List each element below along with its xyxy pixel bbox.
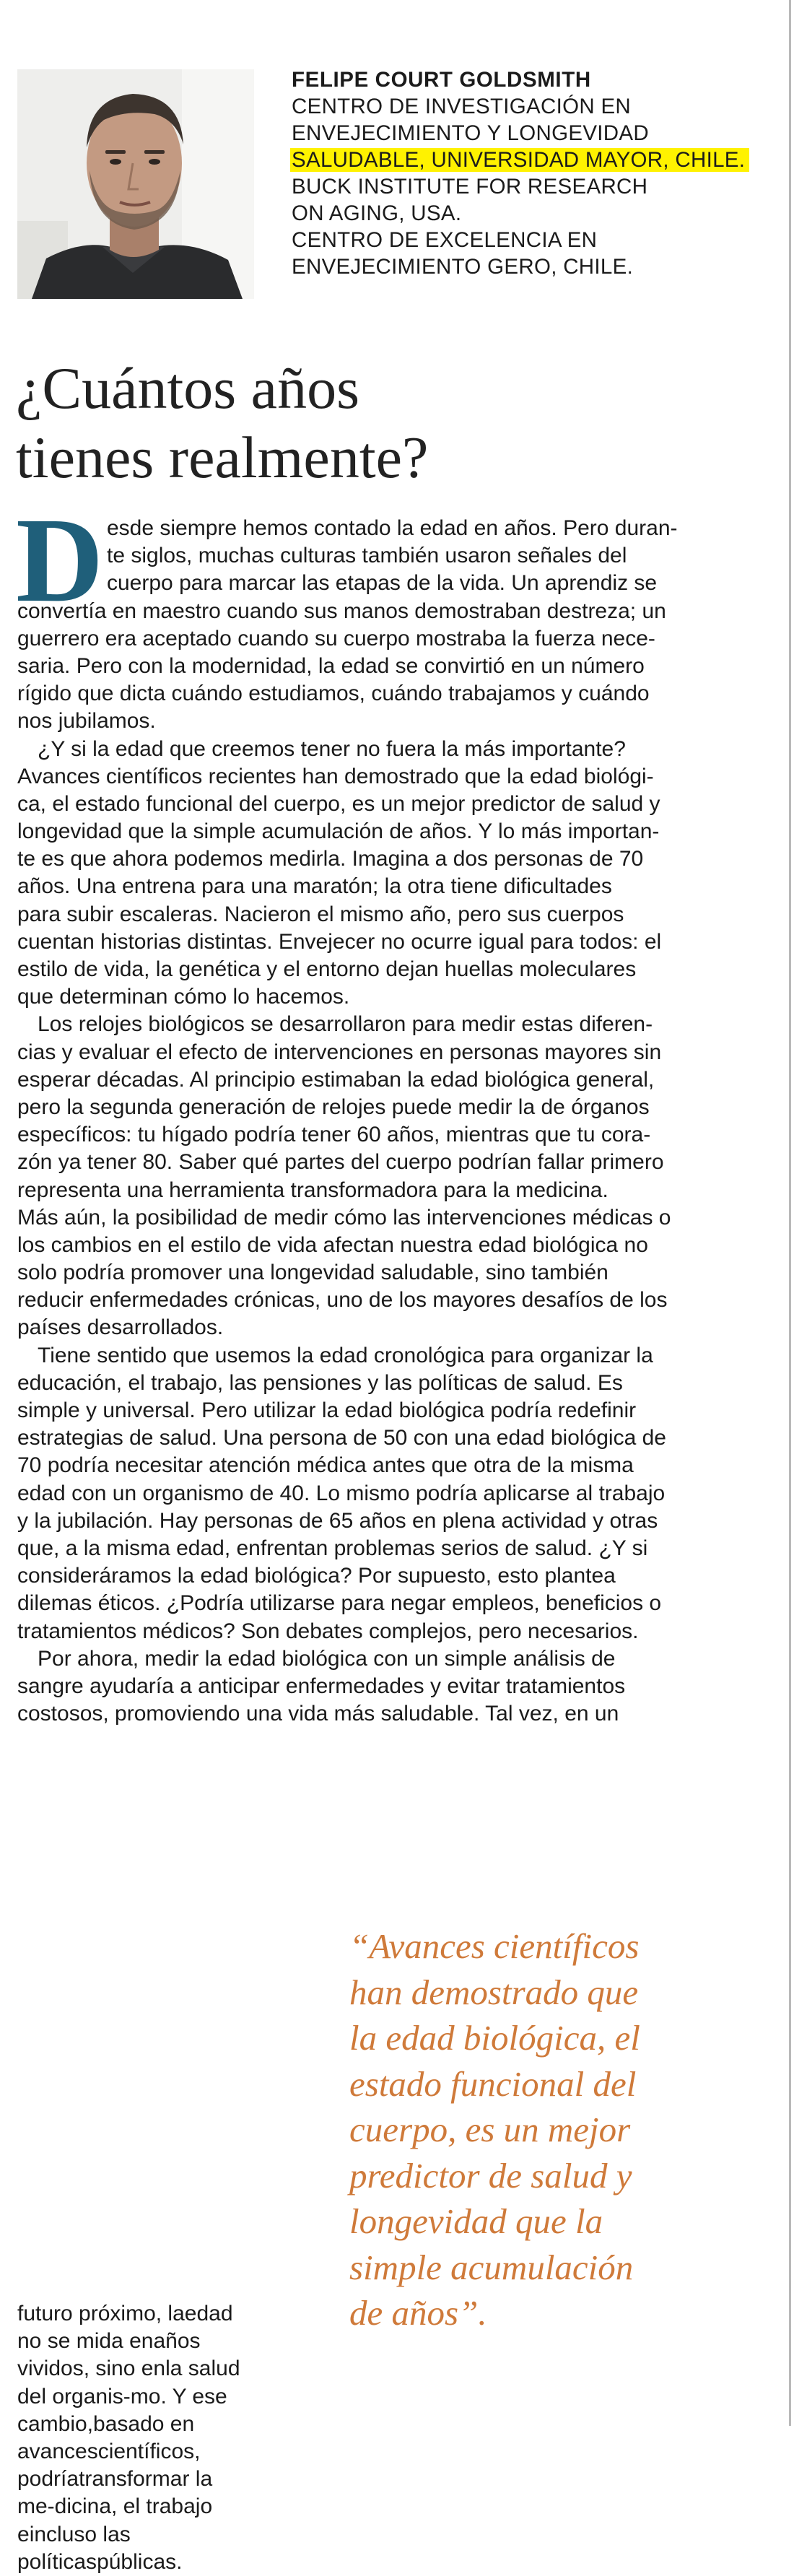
- drop-cap: D: [16, 493, 104, 627]
- column-rule: [789, 0, 791, 2426]
- article-body: [16, 493, 772, 1728]
- article-title-line: tienes realmente?: [16, 425, 429, 490]
- body-text-line: educación, el trabajo, las pensiones y las políticas de salud. Es: [17, 1370, 623, 1395]
- article-body-end: [17, 2300, 256, 2576]
- body-text-line: edad no se mida en: [17, 2302, 233, 2354]
- body-text-line: dilemas éticos. ¿Podría utilizarse para negar empleos, beneficios o: [17, 1591, 662, 1616]
- body-text-line: estrategias de salud. Una persona de 50 con una edad biológica de: [17, 1426, 666, 1450]
- article-title: [16, 354, 767, 492]
- body-text-line: científicos, podría: [17, 2440, 201, 2492]
- body-text-line: Avances científicos recientes han demostrado que la edad biológi-: [17, 764, 654, 788]
- body-text-line: cuentan historias distintas. Envejecer no ocurre igual para todos: el: [17, 929, 662, 954]
- author-affiliation-line: BUCK INSTITUTE FOR RESEARCH: [292, 175, 648, 199]
- body-text-line: edad con un organismo de 40. Lo mismo podría aplicarse al trabajo: [17, 1481, 666, 1505]
- pull-quote-line: de años”.: [349, 2293, 487, 2333]
- body-text-line: reducir enfermedades crónicas, uno de los mayores desafíos de los: [17, 1288, 668, 1313]
- body-text-line: guerrero era aceptado cuando su cuerpo mostraba la fuerza nece-: [17, 626, 655, 650]
- body-text-line: pero la segunda generación de relojes puede medir la de órganos: [17, 1095, 650, 1119]
- body-text-line: años. Una entrena para una maratón; la otra tiene dificultades: [17, 874, 612, 899]
- body-text-line: tratamientos médicos? Son debates complejos, pero necesarios.: [17, 1619, 639, 1643]
- author-affiliation-line: ENVEJECIMIENTO GERO, CHILE.: [292, 255, 634, 279]
- body-text-line: públicas.: [97, 2549, 183, 2574]
- body-text-line: futuro próximo, la: [17, 2302, 185, 2325]
- body-text-line: específicos: tu hígado podría tener 60 años, mientras que tu cora-: [17, 1123, 651, 1147]
- body-text-line: que, a la misma edad, enfrentan problemas serios de salud. ¿Y si: [17, 1536, 648, 1560]
- dropcap-paragraph-line: cuerpo para marcar las etapas de la vida. Un aprendiz se: [107, 571, 658, 596]
- body-text-line: Tiene sentido que usemos la edad cronológica para organizar la: [38, 1343, 653, 1367]
- pull-quote-line: estado funcional del: [349, 2063, 637, 2104]
- author-name: FELIPE COURT GOLDSMITH: [292, 68, 591, 92]
- pull-quote-line: cuerpo, es un mejor: [349, 2110, 631, 2149]
- pull-quote: [349, 1923, 775, 2336]
- body-text-line: mo. Y ese cambio,: [17, 2384, 227, 2436]
- author-photo: [17, 69, 254, 299]
- body-text-line: representa una herramienta transformadora para la medicina.: [17, 1178, 608, 1202]
- author-byline: [292, 66, 782, 280]
- body-text-line: Más aún, la posibilidad de medir cómo las intervenciones médicas o: [17, 1205, 671, 1230]
- body-text-line: dicina, el trabajo e: [17, 2494, 213, 2546]
- body-text-line: la salud del organis-: [17, 2357, 240, 2409]
- pull-quote-line: simple acumulación: [349, 2247, 634, 2287]
- body-text-line: ¿Y si la edad que creemos tener no fuera la más importante?: [38, 736, 626, 761]
- body-text-line: costosos, promoviendo una vida más saludable. Tal vez, en un: [17, 1702, 619, 1726]
- author-affiliation-line: ENVEJECIMIENTO Y LONGEVIDAD: [292, 121, 649, 145]
- dropcap-paragraph-line: te siglos, muchas culturas también usaron señales del: [107, 544, 627, 568]
- author-affiliation-line: CENTRO DE EXCELENCIA EN: [292, 228, 598, 252]
- body-text-line: rígido que dicta cuándo estudiamos, cuándo trabajamos y cuándo: [17, 682, 650, 706]
- body-text-line: estilo de vida, la genética y el entorno dejan huellas moleculares: [17, 957, 637, 981]
- body-text-line: basado en avances: [17, 2411, 195, 2464]
- body-text-line: transformar la me-: [17, 2467, 213, 2519]
- body-text-line: incluso las políticas: [17, 2522, 131, 2574]
- body-text-line: esperar décadas. Al principio estimaban la edad biológica general,: [17, 1067, 655, 1092]
- pull-quote-line: “Avances científicos: [349, 1926, 640, 1966]
- body-text-line: Los relojes biológicos se desarrollaron para medir estas diferen-: [38, 1012, 653, 1037]
- body-text-line: zón ya tener 80. Saber qué partes del cuerpo podrían fallar primero: [17, 1150, 664, 1175]
- body-text-line: saria. Pero con la modernidad, la edad se convirtió en un número: [17, 653, 645, 678]
- body-text-line: países desarrollados.: [17, 1315, 224, 1340]
- body-text-line: solo podría promover una longevidad saludable, sino también: [17, 1261, 608, 1285]
- body-text-line: que determinan cómo lo hacemos.: [17, 985, 350, 1009]
- pull-quote-line: la edad biológica, el: [349, 2018, 640, 2058]
- author-affiliation-line: CENTRO DE INVESTIGACIÓN EN: [292, 95, 632, 118]
- body-text-line: ca, el estado funcional del cuerpo, es un mejor predictor de salud y: [17, 791, 660, 816]
- body-text-line: te es que ahora podemos medirla. Imagina a dos personas de 70: [17, 847, 644, 871]
- body-text-line: los cambios en el estilo de vida afectan nuestra edad biológica no: [17, 1232, 648, 1257]
- body-text-line: convertía en maestro cuando sus manos demostraban destreza; un: [17, 599, 666, 623]
- pull-quote-line: han demostrado que: [349, 1972, 639, 2012]
- body-text-line: sangre ayudaría a anticipar enfermedades y evitar tratamientos: [17, 1674, 626, 1698]
- body-text-line: 70 podría necesitar atención médica antes que otra de la misma: [17, 1453, 634, 1478]
- body-text-line: cias y evaluar el efecto de intervenciones en personas mayores sin: [17, 1040, 662, 1064]
- body-text-line: simple y universal. Pero utilizar la edad biológica podría redefinir: [17, 1398, 637, 1422]
- body-text-line: y la jubilación. Hay personas de 65 años en plena actividad y otras: [17, 1508, 658, 1533]
- pull-quote-line: predictor de salud y: [349, 2155, 632, 2196]
- body-text-line: consideráramos la edad biológica? Por supuesto, esto plantea: [17, 1564, 616, 1588]
- article-title-line: ¿Cuántos años: [16, 355, 359, 421]
- pull-quote-line: longevidad que la: [349, 2201, 603, 2241]
- author-affiliation-line: ON AGING, USA.: [292, 201, 462, 225]
- body-text-line: para subir escaleras. Nacieron el mismo año, pero sus cuerpos: [17, 902, 624, 926]
- body-text-line: Por ahora, medir la edad biológica con un simple análisis de: [38, 1646, 616, 1671]
- body-text-line: nos jubilamos.: [17, 709, 156, 734]
- body-text-line: años vividos, sino en: [17, 2329, 201, 2381]
- dropcap-paragraph-line: esde siempre hemos contado la edad en años. Pero duran-: [107, 516, 678, 540]
- body-text-line: longevidad que la simple acumulación de años. Y lo más importan-: [17, 819, 660, 844]
- highlighted-affiliation: SALUDABLE, UNIVERSIDAD MAYOR, CHILE.: [290, 148, 749, 172]
